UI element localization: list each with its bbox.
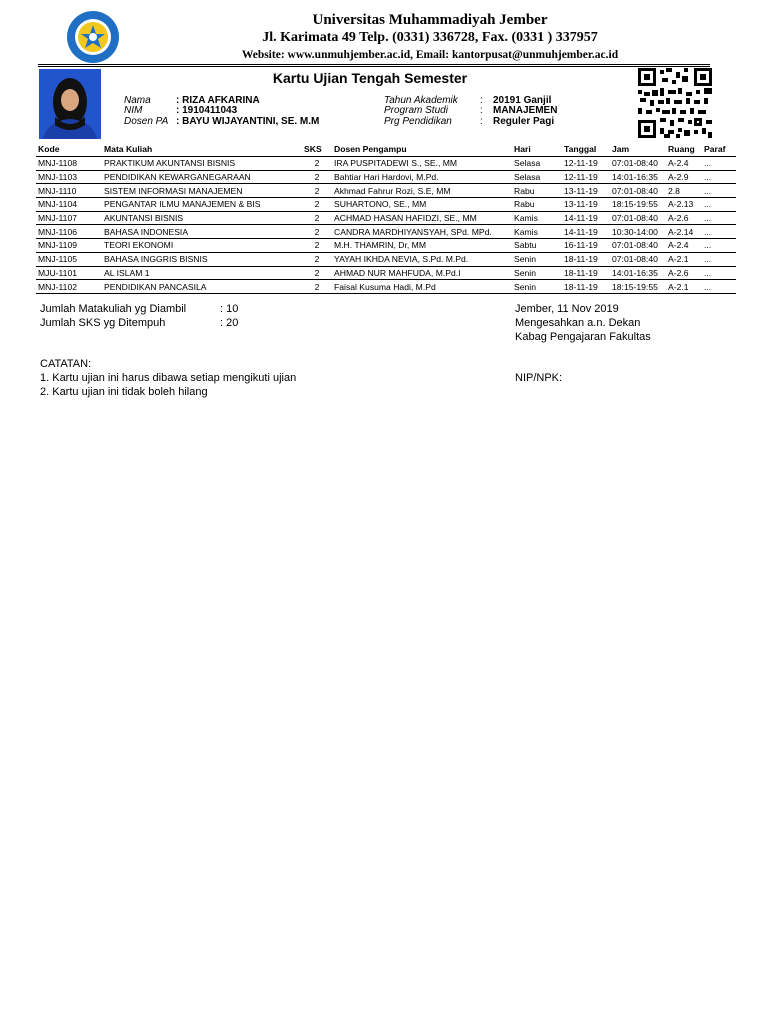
cell-mk: SISTEM INFORMASI MANAJEMEN [102,184,302,198]
notes-heading: CATATAN: [40,358,92,370]
dosen-pa-label: Dosen PA [124,116,169,127]
jumlah-sks-value: : 20 [220,317,239,329]
cell-dosen: Akhmad Fahrur Rozi, S.E, MM [332,184,512,198]
nip-npk: NIP/NPK: [515,372,563,384]
cell-kode: MJU-1101 [36,266,102,280]
cell-mk: PENGANTAR ILMU MANAJEMEN & BIS [102,198,302,212]
cell-sks: 2 [302,198,332,212]
cell-mk: AL ISLAM 1 [102,266,302,280]
cell-dosen: CANDRA MARDHIYANSYAH, SPd. MPd. [332,225,512,239]
cell-ruang: 2.8 [666,184,702,198]
cell-hari: Rabu [512,198,562,212]
cell-hari: Kamis [512,211,562,225]
cell-sks: 2 [302,266,332,280]
table-row [36,225,736,239]
table-row [36,252,736,266]
cell-sks: 2 [302,211,332,225]
tahun-akademik-label: Tahun Akademik [384,95,458,106]
nama-label: Nama [124,95,151,106]
card-title: Kartu Ujian Tengah Semester [272,70,468,86]
table-row [36,239,736,253]
cell-dosen: Faisal Kusuma Hadi, M.Pd [332,280,512,294]
col-tanggal: Tanggal [562,142,610,157]
cell-tanggal: 12-11-19 [562,170,610,184]
jumlah-matakuliah-value: : 10 [220,303,239,315]
cell-kode: MNJ-1104 [36,198,102,212]
cell-ruang: A-2.1 [666,252,702,266]
table-row [36,280,736,294]
cell-hari: Kamis [512,225,562,239]
col-paraf: Paraf [702,142,736,157]
table-row [36,211,736,225]
cell-paraf: ... [702,280,736,294]
cell-mk: TEORI EKONOMI [102,239,302,253]
cell-tanggal: 14-11-19 [562,225,610,239]
cell-mk: PRAKTIKUM AKUNTANSI BISNIS [102,157,302,171]
cell-ruang: A-2.14 [666,225,702,239]
qr-code [638,68,712,138]
colon: : [480,105,483,116]
cell-paraf: ... [702,198,736,212]
cell-paraf: ... [702,239,736,253]
program-studi-value: MANAJEMEN [493,105,558,116]
cell-mk: BAHASA INDONESIA [102,225,302,239]
cell-sks: 2 [302,239,332,253]
cell-jam: 10:30-14:00 [610,225,666,239]
table-row [36,266,736,280]
col-sks: SKS [302,142,332,157]
cell-kode: MNJ-1107 [36,211,102,225]
cell-sks: 2 [302,225,332,239]
col-kode: Kode [36,142,102,157]
cell-paraf: ... [702,252,736,266]
cell-tanggal: 18-11-19 [562,252,610,266]
cell-tanggal: 14-11-19 [562,211,610,225]
cell-mk: PENDIDIKAN KEWARGANEGARAAN [102,170,302,184]
cell-tanggal: 16-11-19 [562,239,610,253]
nim-label: NIM [124,105,143,116]
cell-hari: Senin [512,252,562,266]
cell-dosen: Bahtiar Hari Hardovi, M.Pd. [332,170,512,184]
cell-jam: 18:15-19:55 [610,198,666,212]
jumlah-matakuliah-label: Jumlah Matakuliah yg Diambil [40,303,187,315]
sign-position: Kabag Pengajaran Fakultas [515,331,651,343]
program-studi-label: Program Studi [384,105,448,116]
col-dosen: Dosen Pengampu [332,142,512,157]
exam-schedule-table [36,142,736,294]
table-row [36,170,736,184]
university-website: Website: www.unmuhjember.ac.id, Email: kantorpusat@unmuhjember.ac.id [241,49,619,61]
sign-approval: Mengesahkan a.n. Dekan [515,317,641,329]
cell-hari: Selasa [512,170,562,184]
header-rule-second [38,66,710,67]
prg-pendidikan-label: Prg Pendidikan [384,116,452,127]
nim-value: : 1910411043 [176,105,238,116]
cell-hari: Selasa [512,157,562,171]
cell-kode: MNJ-1108 [36,157,102,171]
cell-paraf: ... [702,184,736,198]
table-header-row [36,142,736,157]
dosen-pa-value: : BAYU WIJAYANTINI, SE. M.M [176,116,320,127]
university-name: Universitas Muhammadiyah Jember [312,12,548,28]
cell-ruang: A-2.13 [666,198,702,212]
cell-paraf: ... [702,211,736,225]
colon: : [480,95,483,106]
cell-dosen: YAYAH IKHDA NEVIA, S.Pd. M.Pd. [332,252,512,266]
col-jam: Jam [610,142,666,157]
cell-dosen: IRA PUSPITADEWI S., SE., MM [332,157,512,171]
cell-ruang: A-2.9 [666,170,702,184]
cell-hari: Sabtu [512,239,562,253]
cell-kode: MNJ-1102 [36,280,102,294]
cell-hari: Senin [512,280,562,294]
sign-date: Jember, 11 Nov 2019 [515,303,619,315]
university-address: Jl. Karimata 49 Telp. (0331) 336728, Fax. (0331 ) 337957 [262,30,598,45]
cell-ruang: A-2.1 [666,280,702,294]
cell-tanggal: 12-11-19 [562,157,610,171]
cell-tanggal: 18-11-19 [562,280,610,294]
cell-sks: 2 [302,280,332,294]
cell-dosen: AHMAD NUR MAHFUDA, M.Pd.I [332,266,512,280]
header-rule [38,64,710,65]
cell-tanggal: 13-11-19 [562,198,610,212]
cell-hari: Rabu [512,184,562,198]
cell-jam: 07:01-08:40 [610,157,666,171]
cell-paraf: ... [702,266,736,280]
cell-sks: 2 [302,252,332,266]
university-logo [66,10,120,64]
tahun-akademik-value: 20191 Ganjil [493,95,552,106]
col-mata-kuliah: Mata Kuliah [102,142,302,157]
student-photo [39,69,101,139]
cell-tanggal: 18-11-19 [562,266,610,280]
nama-value: : RIZA AFKARINA [176,95,260,106]
col-ruang: Ruang [666,142,702,157]
cell-sks: 2 [302,157,332,171]
cell-ruang: A-2.4 [666,239,702,253]
table-row [36,184,736,198]
note-item: 1. Kartu ujian ini harus dibawa setiap mengikuti ujian [40,372,297,384]
cell-sks: 2 [302,170,332,184]
cell-kode: MNJ-1110 [36,184,102,198]
cell-dosen: ACHMAD HASAN HAFIDZI, SE., MM [332,211,512,225]
jumlah-sks-label: Jumlah SKS yg Ditempuh [40,317,166,329]
cell-mk: BAHASA INGGRIS BISNIS [102,252,302,266]
cell-paraf: ... [702,170,736,184]
cell-kode: MNJ-1106 [36,225,102,239]
cell-ruang: A-2.6 [666,211,702,225]
cell-jam: 14:01-16:35 [610,170,666,184]
cell-kode: MNJ-1109 [36,239,102,253]
note-item: 2. Kartu ujian ini tidak boleh hilang [40,386,208,398]
cell-kode: MNJ-1103 [36,170,102,184]
cell-jam: 07:01-08:40 [610,211,666,225]
cell-jam: 07:01-08:40 [610,252,666,266]
col-hari: Hari [512,142,562,157]
cell-paraf: ... [702,157,736,171]
cell-sks: 2 [302,184,332,198]
table-row [36,198,736,212]
cell-kode: MNJ-1105 [36,252,102,266]
cell-dosen: SUHARTONO, SE., MM [332,198,512,212]
cell-mk: PENDIDIKAN PANCASILA [102,280,302,294]
cell-jam: 18:15-19:55 [610,280,666,294]
prg-pendidikan-value: Reguler Pagi [493,116,555,127]
cell-jam: 07:01-08:40 [610,239,666,253]
cell-tanggal: 13-11-19 [562,184,610,198]
cell-jam: 14:01-16:35 [610,266,666,280]
colon: : [480,116,483,127]
cell-ruang: A-2.4 [666,157,702,171]
cell-jam: 07:01-08:40 [610,184,666,198]
cell-hari: Senin [512,266,562,280]
cell-ruang: A-2.6 [666,266,702,280]
cell-paraf: ... [702,225,736,239]
cell-dosen: M.H. THAMRIN, Dr, MM [332,239,512,253]
table-row [36,157,736,171]
cell-mk: AKUNTANSI BISNIS [102,211,302,225]
